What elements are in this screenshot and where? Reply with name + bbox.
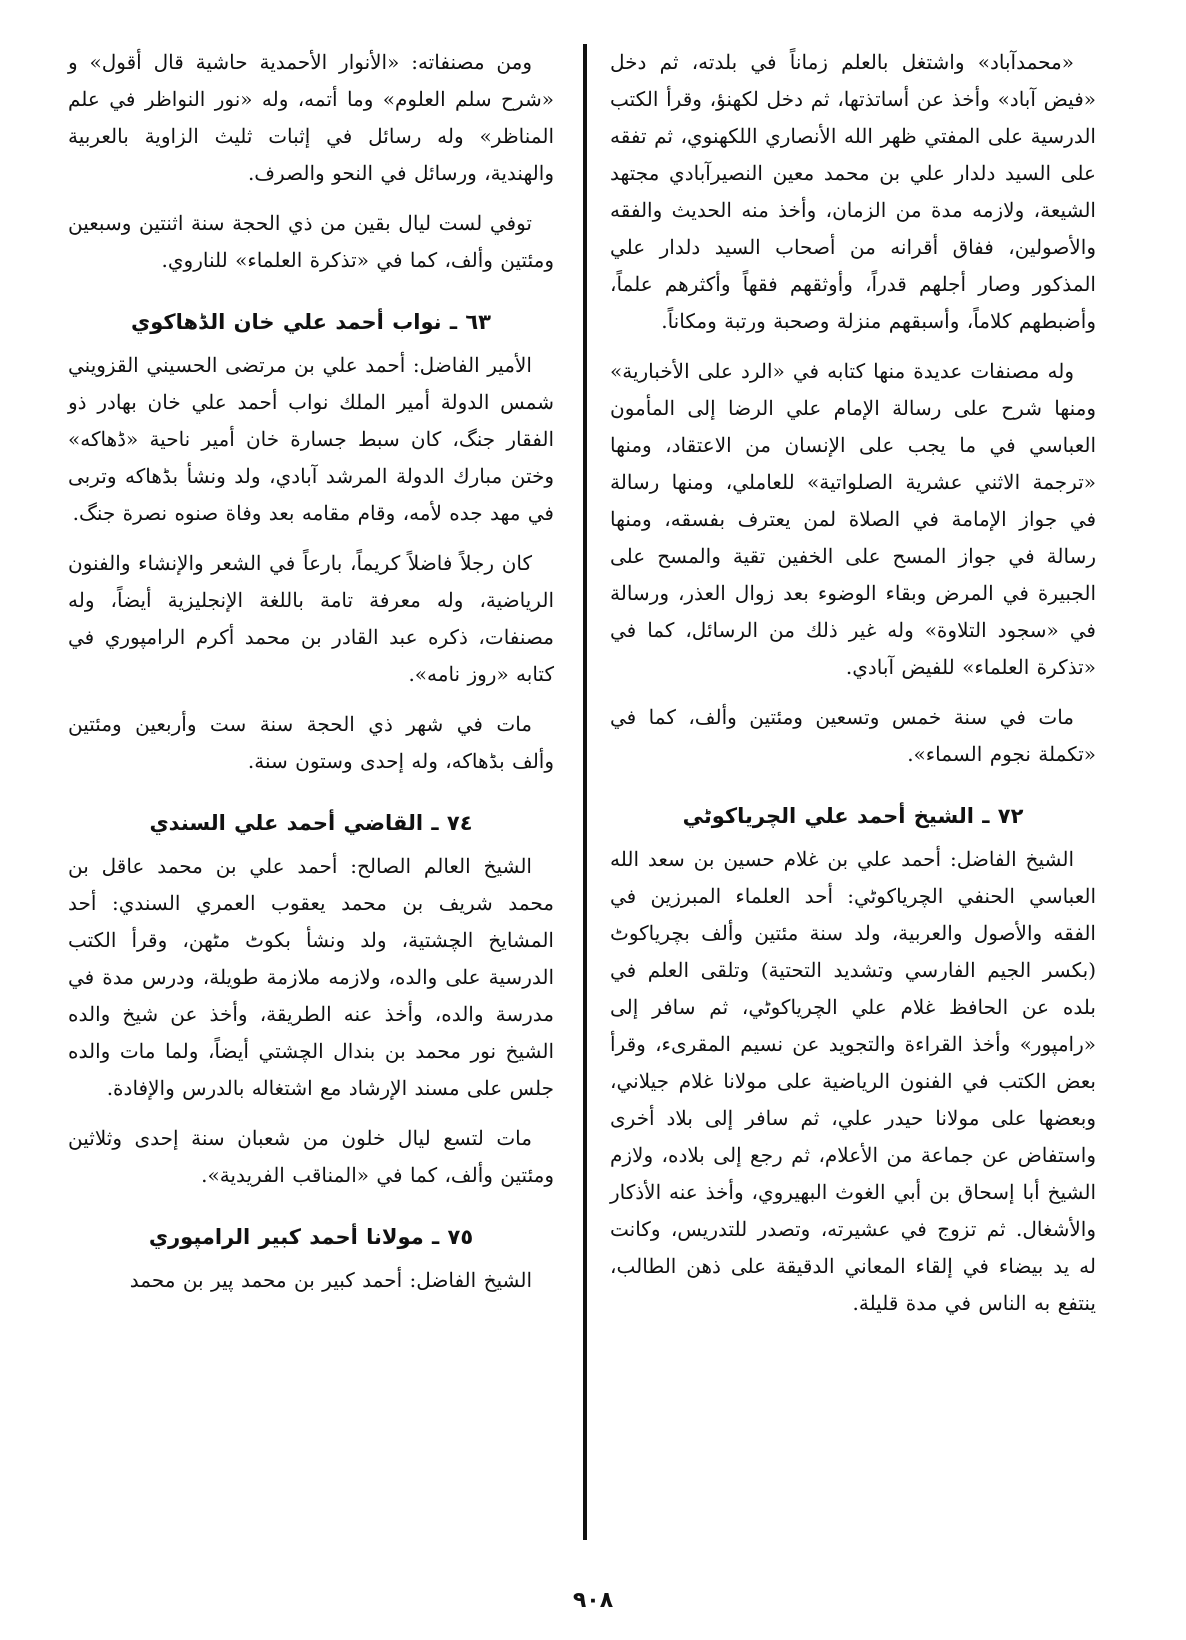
paragraph: الشيخ العالم الصالح: أحمد علي بن محمد عاقل بن محمد شريف بن محمد يعقوب العمري السندي: أحد المشايخ الچشتية، ولد ونشأ بكوٹ مٹھن، وقرأ الكتب الدرسية على والده، ولازمه ملازمة طويلة، ودرس مدة في مدرسة والده، وأخذ عنه الطريقة، وأخذ عن شيخ والده الشيخ نور محمد بن بندال الچشتي أيضاً، ولما مات والده جلس على مسند الإرشاد مع اشتغاله بالدرس والإفادة. bbox=[68, 854, 554, 1100]
left-column bbox=[68, 44, 554, 1312]
paragraph: مات في شهر ذي الحجة سنة ست وأربعين ومئتين وألف بڈھاکه، وله إحدى وستون سنة. bbox=[68, 712, 554, 773]
paragraph: الأمير الفاضل: أحمد علي بن مرتضى الحسيني القزويني شمس الدولة أمير الملك نواب أحمد علي خان بهادر ذو الفقار جنگ، كان سبط جسارة خان أمير ناحية «ڈھاکه» وختن مبارك الدولة المرشد آبادي، ولد ونشأ بڈھاکه وتربى في مهد جده لأمه، وقام مقامه بعد وفاة صنوه نصرة جنگ. bbox=[68, 353, 554, 525]
entry-heading: ٦٣ ـ نواب أحمد علي خان الڈھاکوي bbox=[131, 310, 491, 334]
paragraph: «محمدآباد» واشتغل بالعلم زماناً في بلدته، ثم دخل «فيض آباد» وأخذ عن أساتذتها، ثم دخل لكهنؤ، وقرأ الكتب الدرسية على المفتي ظهر الله الأنصاري اللكهنوي، ثم تفقه على السيد دلدار علي بن محمد معين النصيرآبادي مجتهد الشيعة، ولازمه مدة من الزمان، وأخذ منه الحديث والفقه والأصولين، ففاق أقرانه من أصحاب السيد دلدار علي المذكور وصار أجلهم قدراً، وأوثقهم فقهاً وأكثرهم علماً، وأضبطهم كلاماً، وأسبقهم منزلة وصحبة ورتبة ومكاناً. bbox=[610, 50, 1096, 333]
entry-heading: ٧٥ ـ مولانا أحمد كبير الرامپوري bbox=[148, 1225, 474, 1249]
paragraph: ومن مصنفاته: «الأنوار الأحمدية حاشية قال أقول» و «شرح سلم العلوم» وما أتمه، وله «نور النواظر في علم المناظر» وله رسائل في إثبات ثليث الزاوية بالعربية والهندية، ورسائل في النحو والصرف. bbox=[68, 50, 554, 185]
paragraph: وله مصنفات عديدة منها كتابه في «الرد على الأخبارية» ومنها شرح على رسالة الإمام علي الرضا إلى المأمون العباسي في ما يجب على الإنسان من الاعتقاد، ومنها «ترجمة الاثني عشرية الصلواتية» للعاملي، ومنها رسالة في جواز الإمامة في الصلاة لمن يعترف بفسقه، ومنها رسالة في جواز المسح على الخفين تقية والمسح على الجبيرة في المرض وبقاء الوضوء بعد زوال العذر، ورسالة في «سجود التلاوة» وله غير ذلك من الرسائل، كما في «تذكرة العلماء» للفيض آبادي. bbox=[610, 359, 1096, 679]
entry-heading: ٧٢ ـ الشيخ أحمد علي الچرياكوٹي bbox=[682, 804, 1024, 828]
paragraph: مات لتسع ليال خلون من شعبان سنة إحدى وثلاثين ومئتين وألف، كما في «المناقب الفريدية». bbox=[68, 1126, 554, 1187]
paragraph: مات في سنة خمس وتسعين ومئتين وألف، كما في «تكملة نجوم السماء». bbox=[610, 705, 1096, 766]
page-number: ٩٠٨ bbox=[572, 1588, 614, 1613]
entry-heading: ٧٤ ـ القاضي أحمد علي السندي bbox=[149, 811, 473, 835]
column-divider bbox=[583, 44, 587, 1540]
paragraph: الشيخ الفاضل: أحمد كبير بن محمد پير بن محمد bbox=[129, 1268, 532, 1292]
paragraph: توفي لست ليال بقين من ذي الحجة سنة اثنتين وسبعين ومئتين وألف، كما في «تذكرة العلماء» للناروي. bbox=[68, 211, 554, 272]
paragraph: كان رجلاً فاضلاً كريماً، بارعاً في الشعر والإنشاء والفنون الرياضية، وله معرفة تامة باللغة الإنجليزية أيضاً، وله مصنفات، ذكره عبد القادر بن محمد أكرم الرامپوري في كتابه «روز نامه». bbox=[68, 551, 554, 686]
right-column bbox=[610, 44, 1096, 1335]
paragraph: الشيخ الفاضل: أحمد علي بن غلام حسين بن سعد الله العباسي الحنفي الچرياكوٹي: أحد العلماء المبرزين في الفقه والأصول والعربية، ولد سنة مئتين وألف بچرياكوٹ (بكسر الجيم الفارسي وتشديد التحتية) وتلقى العلم في بلده عن الحافظ غلام علي الچرياكوٹي، ثم سافر إلى «رامپور» وأخذ القراءة والتجويد عن نسيم المقرىء، وقرأ بعض الكتب في الفنون الرياضية على مولانا غلام جيلاني، وبعضها على مولانا حيدر علي، ثم سافر إلى بلاد أخرى واستفاض عن جماعة من الأعلام، ثم رجع إلى بلاده، ولازم الشيخ أبا إسحاق بن أبي الغوث البهيروي، وأخذ عنه الأذكار والأشغال. ثم تزوج في عشيرته، وتصدر للتدريس، وكانت له يد بيضاء في إلقاء المعاني الدقيقة على ذهن الطالب، ينتفع به الناس في مدة قليلة. bbox=[610, 847, 1096, 1315]
